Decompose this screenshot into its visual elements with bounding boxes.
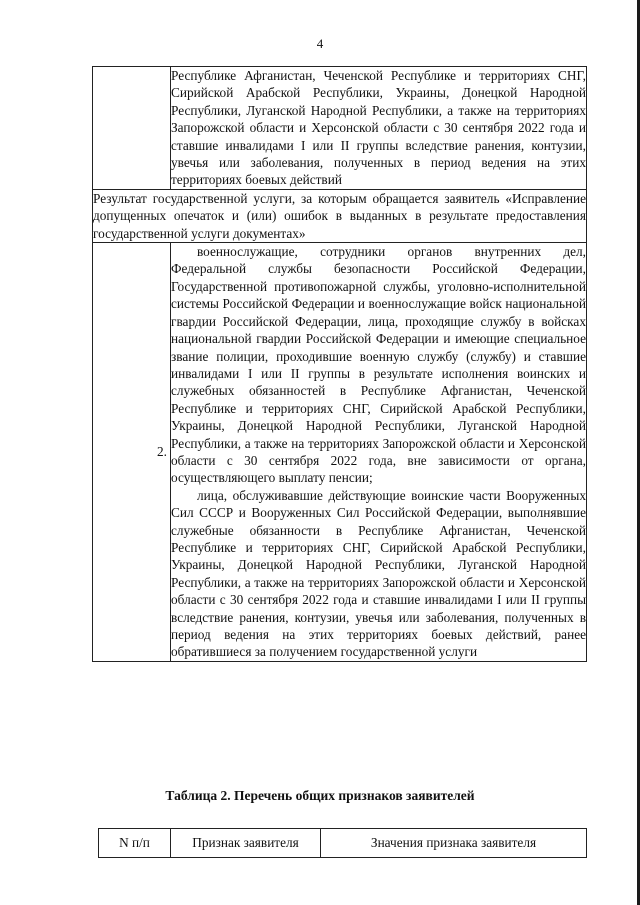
header-cell-number: N п/п	[99, 829, 171, 858]
row-paragraph: военнослужащие, сотрудники органов внутренних дел, Федеральной службы безопасности Российской Федерации, Государственной противопожарной службы, уголовно-исполнительной системы Российской Федерации и военнослужащие войск национальной гвардии Российской Федерации, лица, проходящие службу в войсках национальной гвардии Российской Федерации и имеющие специальное звание полиции, проходившие военную службу (службу) и ставшие инвалидами I или II группы в результате исполнения воинских и служебных обязанностей в Республике Афганистан, Чеченской Республике и территориях СНГ, Сирийской Арабской Республики, Украины, Донецкой Народной Республики, Луганской Народной Республики, а также на территориях Запорожской области и Херсонской области с 30 сентября 2022 года, вне зависимости от органа, осуществляющего выплату пенсии;	[171, 244, 586, 486]
common-features-table	[98, 828, 587, 858]
row-number-cell	[93, 67, 171, 190]
result-heading-text: Результат государственной услуги, за которым обращается заявитель «Исправление допущенных опечаток и (или) ошибок в выданных в результате предоставления государственной услуги документах»	[93, 190, 586, 241]
row-description-cell	[171, 243, 587, 662]
result-heading-cell	[93, 189, 587, 242]
header-cell-values: Значения признака заявителя	[321, 829, 587, 858]
table-header-row	[99, 829, 587, 858]
table-row-2	[93, 243, 587, 662]
header-cell-feature: Признак заявителя	[171, 829, 321, 858]
row-description-cell	[171, 67, 587, 190]
applicant-variants-table	[92, 66, 587, 662]
row-description-text: Республике Афганистан, Чеченской Республике и территориях СНГ, Сирийской Арабской Республики, Украины, Донецкой Народной Республики, Луганской Народной Республики, а также на территориях Запорожской области и Херсонской области с 30 сентября 2022 года и ставшие инвалидами I или II группы вследствие ранения, контузии, увечья или заболевания, полученных в период ведения на этих территориях боевых действий	[171, 68, 586, 188]
row-number-cell: 2.	[93, 243, 171, 662]
table-row-continuation	[93, 67, 587, 190]
table-row-result	[93, 189, 587, 242]
row-paragraph: лица, обслуживавшие действующие воинские части Вооруженных Сил СССР и Вооруженных Сил Российской Федерации, выполнявшие служебные обязанности в Республике Афганистан, Чеченской Республике и территориях СНГ, Сирийской Арабской Республики, Украины, Донецкой Народной Республики, Луганской Народной Республики, а также на территориях Запорожской области и Херсонской области с 30 сентября 2022 года и ставшие инвалидами I или II группы вследствие ранения, контузии, увечья или заболевания, полученных в период ведения на этих территориях боевых действий, ранее обратившиеся за получением государственной услуги	[171, 487, 586, 660]
page-number: 4	[316, 36, 324, 51]
table-caption: Таблица 2. Перечень общих признаков заявителей	[165, 788, 475, 803]
